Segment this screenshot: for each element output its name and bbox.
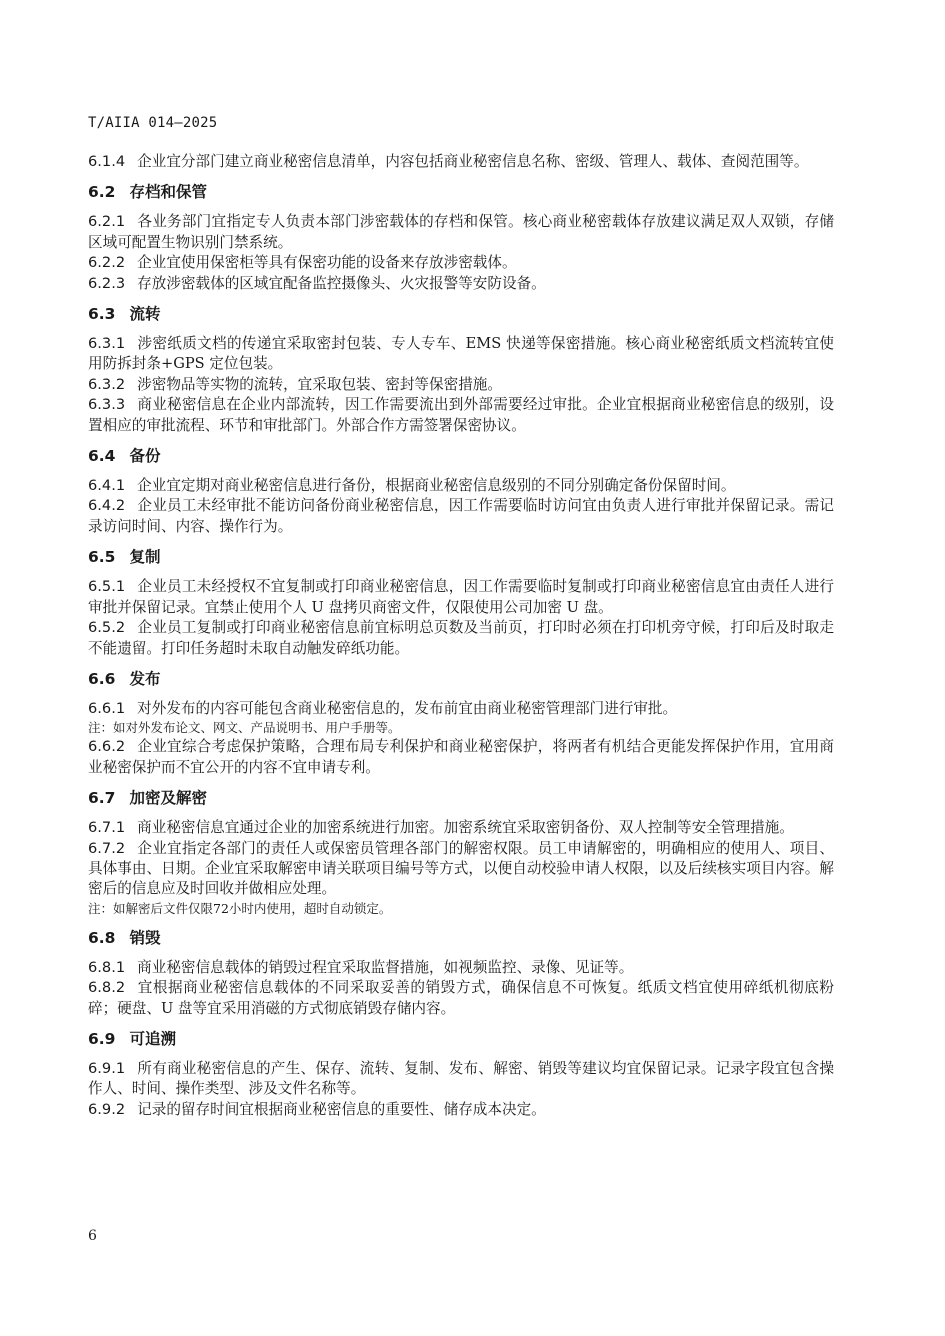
clause-text: 各业务部门宜指定专人负责本部门涉密载体的存档和保管。核心商业秘密载体存放建议满足双人双锁，存储区域可配置生物识别门禁系统。 [88,213,834,251]
section-heading [88,445,834,467]
note-text: 注：如对外发布论文、网文、产品说明书、用户手册等。 [88,720,401,736]
clause-text: 对外发布的内容可能包含商业秘密信息的，发布前宜由商业秘密管理部门进行审批。 [137,699,678,717]
clause-text: 存放涉密载体的区域宜配备监控摄像头、火灾报警等安防设备。 [137,274,546,292]
clause-paragraph [88,253,834,273]
section-number: 6.2 [88,183,116,202]
clause-paragraph [88,1100,834,1120]
clause-text: 企业宜使用保密柜等具有保密功能的设备来存放涉密载体。 [137,254,517,272]
section-title: 备份 [129,447,161,466]
clause-number: 6.6.1 [88,699,126,717]
clause-number: 6.3.3 [88,396,126,414]
section-number: 6.4 [88,447,116,466]
document-body [88,152,834,1120]
clause-paragraph [88,476,834,496]
clause-paragraph [88,577,834,618]
clause-number: 6.3.2 [88,375,126,393]
clause-paragraph [88,839,834,900]
section-heading [88,668,834,690]
clause-text: 涉密纸质文档的传递宜采取密封包装、专人专车、EMS 快递等保密措施。核心商业秘密纸质文档流转宜使用防拆封条+GPS 定位包装。 [88,335,834,373]
clause-number: 6.7.1 [88,819,126,837]
section-heading [88,303,834,325]
clause-text: 商业秘密信息在企业内部流转，因工作需要流出到外部需要经过审批。企业宜根据商业秘密信息的级别，设置相应的审批流程、环节和审批部门。外部合作方需签署保密协议。 [88,396,834,434]
section-heading [88,546,834,568]
clause-number: 6.7.2 [88,839,126,857]
section-heading [88,1028,834,1050]
clause-number: 6.9.1 [88,1059,126,1077]
clause-text: 企业员工未经授权不宜复制或打印商业秘密信息，因工作需要临时复制或打印商业秘密信息宜由责任人进行审批并保留记录。宜禁止使用个人 U 盘拷贝商密文件，仅限使用公司加密 U 盘。 [88,578,834,616]
clause-paragraph [88,818,834,838]
clause-number: 6.5.1 [88,578,126,596]
clause-paragraph [88,274,834,294]
clause-paragraph [88,958,834,978]
section-number: 6.8 [88,928,116,947]
clause-paragraph [88,978,834,1019]
clause-text: 企业员工复制或打印商业秘密信息前宜标明总页数及当前页，打印时必须在打印机旁守候，打印后及时取走不能遗留。打印任务超时未取自动触发碎纸功能。 [88,619,834,657]
clause-number: 6.2.2 [88,254,126,272]
clause-paragraph [88,212,834,253]
clause-paragraph [88,737,834,778]
section-title: 加密及解密 [129,789,207,808]
clause-number: 6.4.1 [88,477,126,495]
section-title: 可追溯 [129,1029,176,1048]
clause-number: 6.8.1 [88,958,126,976]
section-heading [88,787,834,809]
clause-paragraph [88,618,834,659]
clause-paragraph [88,395,834,436]
note-text: 注：如解密后文件仅限72小时内使用，超时自动锁定。 [88,900,392,916]
clause-paragraph [88,152,834,172]
page-number: 6 [88,1228,97,1244]
clause-text: 商业秘密信息载体的销毁过程宜采取监督措施，如视频监控、录像、见证等。 [137,958,634,976]
clause-text: 宜根据商业秘密信息载体的不同采取妥善的销毁方式，确保信息不可恢复。纸质文档宜使用碎纸机彻底粉碎；硬盘、U 盘等宜采用消磁的方式彻底销毁存储内容。 [88,979,834,1017]
clause-text: 所有商业秘密信息的产生、保存、流转、复制、发布、解密、销毁等建议均宜保留记录。记录字段宜包含操作人、时间、操作类型、涉及文件名称等。 [88,1059,834,1098]
section-number: 6.7 [88,789,116,808]
clause-number: 6.2.1 [88,213,126,231]
clause-paragraph [88,496,834,537]
document-code: T/AIIA 014—2025 [88,115,218,131]
clause-text: 记录的留存时间宜根据商业秘密信息的重要性、储存成本决定。 [137,1100,546,1118]
section-heading [88,927,834,949]
clause-text: 企业员工未经审批不能访问备份商业秘密信息，因工作需要临时访问宜由负责人进行审批并保留记录。需记录访问时间、内容、操作行为。 [88,497,834,535]
clause-number: 6.8.2 [88,979,126,997]
section-title: 复制 [129,548,161,567]
section-title: 发布 [129,669,161,688]
clause-number: 6.4.2 [88,497,126,515]
section-title: 流转 [129,305,161,324]
clause-text: 企业宜指定各部门的责任人或保密员管理各部门的解密权限。员工申请解密的，明确相应的使用人、项目、具体事由、日期。企业宜采取解密申请关联项目编号等方式，以便自动校验申请人权限，以及后续核实项目内容。解密后的信息应及时回收并做相应处理。 [88,839,834,898]
clause-paragraph [88,375,834,395]
clause-number: 6.2.3 [88,274,126,292]
section-number: 6.9 [88,1029,116,1048]
section-number: 6.3 [88,305,116,324]
clause-number: 6.3.1 [88,335,126,353]
clause-text: 企业宜分部门建立商业秘密信息清单，内容包括商业秘密信息名称、密级、管理人、载体、查阅范围等。 [137,153,809,170]
section-title: 销毁 [129,928,161,947]
clause-text: 商业秘密信息宜通过企业的加密系统进行加密。加密系统宜采取密钥备份、双人控制等安全管理措施。 [137,819,794,837]
section-heading [88,181,834,203]
section-title: 存档和保管 [129,183,207,202]
section-number: 6.6 [88,669,116,688]
section-number: 6.5 [88,548,116,567]
clause-number: 6.9.2 [88,1100,126,1118]
clause-paragraph [88,334,834,375]
clause-number: 6.6.2 [88,738,126,756]
clause-text: 企业宜定期对商业秘密信息进行备份，根据商业秘密信息级别的不同分别确定备份保留时间。 [137,477,736,495]
clause-paragraph [88,699,834,719]
clause-number: 6.1.4 [88,153,126,170]
clause-text: 涉密物品等实物的流转，宜采取包装、密封等保密措施。 [137,375,502,393]
clause-paragraph [88,1059,834,1100]
clause-number: 6.5.2 [88,619,126,637]
clause-text: 企业宜综合考虑保护策略，合理布局专利保护和商业秘密保护，将两者有机结合更能发挥保护作用，宜用商业秘密保护而不宜公开的内容不宜申请专利。 [88,738,834,776]
